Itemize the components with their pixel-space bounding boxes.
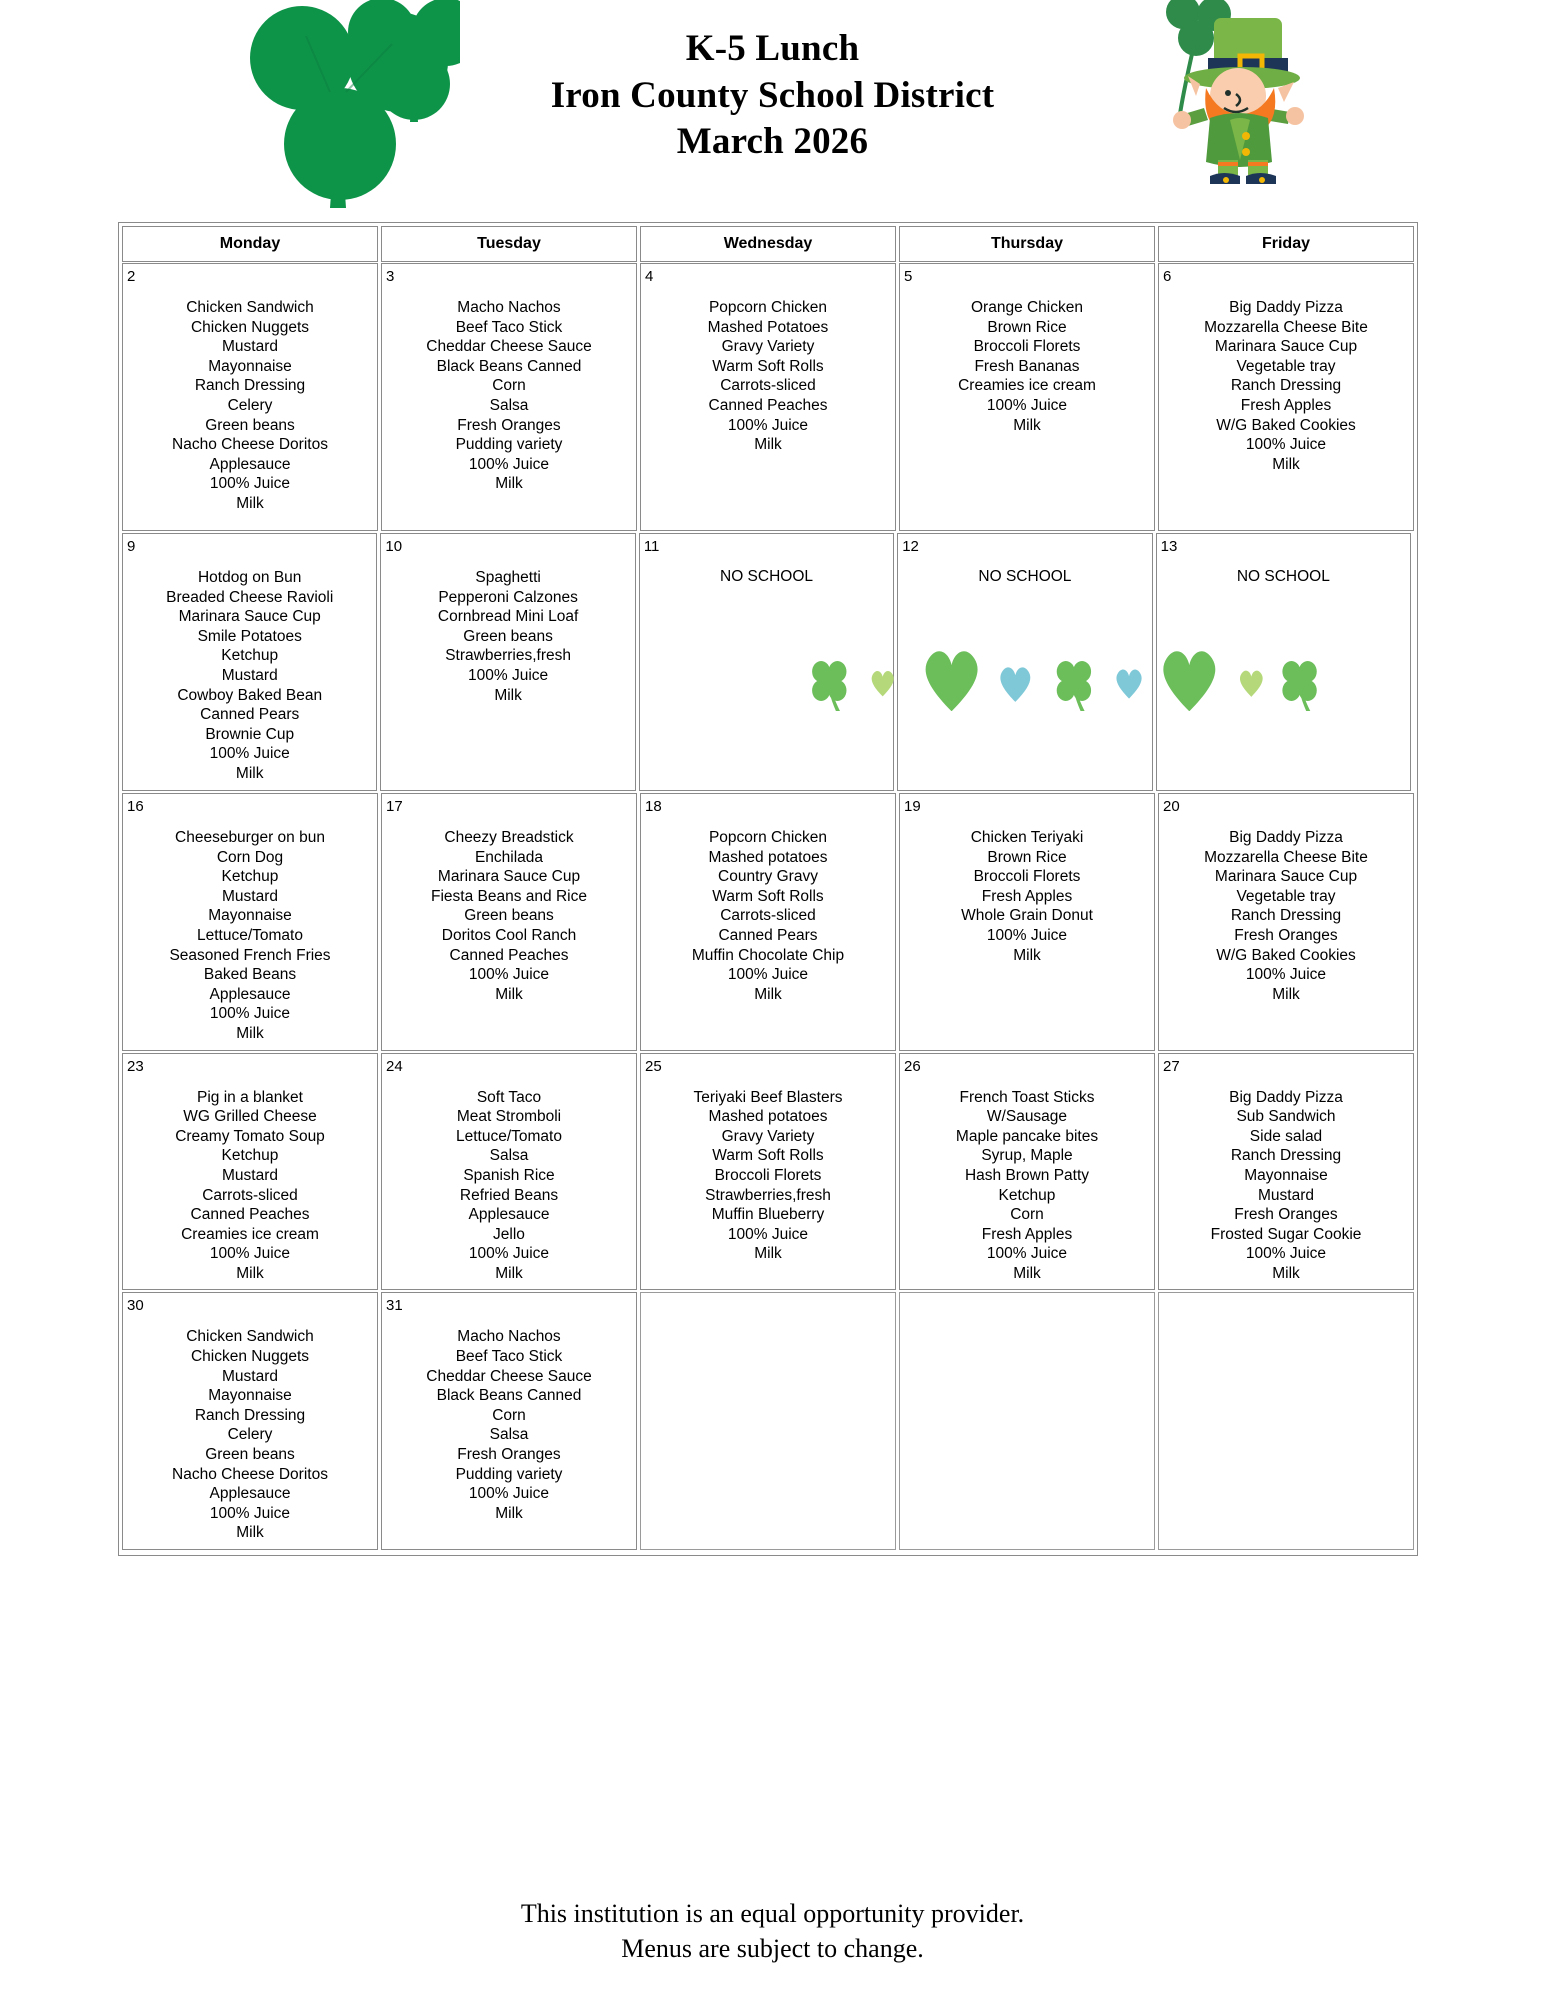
equal-opportunity-notice xyxy=(413,1897,1133,1966)
menu-item: Milk xyxy=(754,436,782,454)
calendar-day-cell[interactable] xyxy=(899,793,1155,1051)
menu-item-list xyxy=(386,819,632,1004)
menu-item: Cheddar Cheese Sauce xyxy=(426,1367,592,1385)
menu-item: 100% Juice xyxy=(468,1485,550,1503)
menu-item: Spanish Rice xyxy=(463,1166,555,1184)
menu-item: Mustard xyxy=(221,666,278,684)
day-number xyxy=(645,1298,891,1318)
title-line-3: March 2026 xyxy=(676,121,869,163)
menu-item: Corn xyxy=(492,1406,526,1424)
menu-item: Chicken Sandwich xyxy=(186,299,314,316)
menu-item: 100% Juice xyxy=(209,1005,291,1023)
day-of-week-header-row xyxy=(122,226,1414,262)
menu-item: Warm Soft Rolls xyxy=(712,887,824,905)
menu-item: Big Daddy Pizza xyxy=(1229,1088,1343,1106)
menu-item: 100% Juice xyxy=(1245,436,1327,454)
menu-item: 100% Juice xyxy=(727,966,809,984)
calendar-week-row xyxy=(122,793,1414,1051)
calendar-day-cell[interactable] xyxy=(1158,793,1414,1051)
menu-item-list xyxy=(127,559,372,784)
notice-line-1: This institution is an equal opportunity provider. xyxy=(520,1899,1025,1929)
no-school-label: NO SCHOOL xyxy=(978,568,1072,585)
day-number: 13 xyxy=(1160,538,1178,555)
menu-item: Big Daddy Pizza xyxy=(1229,829,1343,846)
menu-item: Lettuce/Tomato xyxy=(456,1127,562,1145)
day-header-thursday: Thursday xyxy=(899,226,1155,262)
menu-item: Marinara Sauce Cup xyxy=(1214,338,1358,356)
calendar-day-cell[interactable] xyxy=(639,533,894,791)
menu-item: French Toast Sticks xyxy=(959,1088,1095,1106)
menu-item: Creamies ice cream xyxy=(181,1225,319,1243)
menu-item: 100% Juice xyxy=(468,455,550,473)
menu-item: Nacho Cheese Doritos xyxy=(172,436,328,454)
menu-item: Milk xyxy=(495,1504,523,1522)
menu-item: Fresh Oranges xyxy=(457,1446,561,1464)
menu-item: Gravy Variety xyxy=(721,1127,815,1145)
menu-item: Ranch Dressing xyxy=(194,1406,306,1424)
menu-item: Milk xyxy=(754,1245,782,1263)
menu-item: Corn xyxy=(492,377,526,395)
menu-item: Mayonnaise xyxy=(208,907,292,925)
menu-item-list xyxy=(904,1079,1150,1284)
menu-item-list xyxy=(386,289,632,494)
menu-item: Canned Pears xyxy=(718,926,818,944)
menu-item: Mashed potatoes xyxy=(708,1108,828,1126)
menu-item: W/Sausage xyxy=(986,1108,1068,1126)
menu-item: Meat Stromboli xyxy=(456,1108,562,1126)
menu-item: Pepperoni Calzones xyxy=(438,588,578,606)
menu-item: Beef Taco Stick xyxy=(455,318,563,336)
menu-item: Fresh Apples xyxy=(981,1225,1073,1243)
day-number: 30 xyxy=(127,1297,144,1315)
menu-item: 100% Juice xyxy=(727,1225,809,1243)
menu-item: Pudding variety xyxy=(455,436,563,454)
menu-item: Lettuce/Tomato xyxy=(197,926,303,944)
menu-item: Ranch Dressing xyxy=(194,377,306,395)
menu-item-list xyxy=(904,819,1150,965)
menu-item: WG Grilled Cheese xyxy=(183,1108,317,1126)
menu-item: Marinara Sauce Cup xyxy=(437,868,581,886)
menu-item-list xyxy=(127,1079,373,1284)
menu-item-list xyxy=(386,1318,632,1523)
menu-item: W/G Baked Cookies xyxy=(1216,946,1356,964)
menu-item: Applesauce xyxy=(209,985,291,1003)
calendar-day-cell[interactable] xyxy=(1156,533,1411,791)
menu-item: 100% Juice xyxy=(209,475,291,493)
menu-item: Vegetable tray xyxy=(1236,357,1336,375)
menu-item: Milk xyxy=(494,686,522,704)
day-number: 16 xyxy=(127,798,144,815)
calendar-day-cell[interactable] xyxy=(122,1292,378,1550)
menu-item: Orange Chicken xyxy=(970,299,1083,316)
menu-item: Milk xyxy=(495,1264,523,1282)
menu-item: Mozzarella Cheese Bite xyxy=(1204,848,1368,866)
menu-item-list xyxy=(904,289,1150,435)
menu-item: Enchilada xyxy=(474,848,544,866)
menu-item: Frosted Sugar Cookie xyxy=(1210,1225,1362,1243)
calendar-day-cell[interactable] xyxy=(122,793,378,1051)
day-number: 27 xyxy=(1163,1057,1180,1075)
notice-line-2: Menus are subject to change. xyxy=(621,1933,924,1963)
menu-item: Mashed potatoes xyxy=(708,848,828,866)
page-header xyxy=(0,0,1545,215)
menu-item: Cheeseburger on bun xyxy=(175,829,325,846)
calendar-day-cell[interactable] xyxy=(122,1053,378,1291)
menu-item-list xyxy=(1163,819,1409,1004)
menu-item: Milk xyxy=(235,764,264,782)
menu-item: Milk xyxy=(236,494,264,512)
menu-item: Breaded Cheese Ravioli xyxy=(166,588,334,606)
menu-item: Black Beans Canned xyxy=(436,1387,582,1405)
calendar-day-cell-empty xyxy=(899,1292,1155,1550)
menu-item: Mayonnaise xyxy=(208,357,292,375)
menu-item: Ranch Dressing xyxy=(1230,377,1342,395)
menu-item: Celery xyxy=(227,1426,273,1444)
menu-item: Milk xyxy=(1013,946,1041,964)
calendar-week-row xyxy=(122,1292,1414,1550)
menu-item: Milk xyxy=(495,475,523,493)
menu-item: Soft Taco xyxy=(476,1088,542,1106)
menu-item: 100% Juice xyxy=(986,926,1068,944)
menu-item: Strawberries,fresh xyxy=(445,647,571,665)
menu-item: Fresh Apples xyxy=(1240,396,1332,414)
leprechaun-icon xyxy=(1138,0,1323,186)
menu-item: Salsa xyxy=(489,1426,529,1444)
menu-item: Beef Taco Stick xyxy=(455,1348,563,1366)
menu-item: Salsa xyxy=(489,1147,529,1165)
menu-item-list xyxy=(385,559,630,705)
menu-item: Baked Beans xyxy=(203,966,297,984)
menu-item: Broccoli Florets xyxy=(714,1166,822,1184)
menu-item: Gravy Variety xyxy=(721,338,815,356)
menu-item: Warm Soft Rolls xyxy=(712,1147,824,1165)
menu-item: Milk xyxy=(1013,416,1041,434)
menu-item: Refried Beans xyxy=(459,1186,559,1204)
menu-item: 100% Juice xyxy=(468,966,550,984)
menu-item: Fresh Apples xyxy=(981,887,1073,905)
day-number: 5 xyxy=(904,268,913,285)
menu-item: Ketchup xyxy=(221,868,279,886)
day-number: 12 xyxy=(902,538,919,555)
menu-item: Fresh Oranges xyxy=(1234,1206,1338,1224)
menu-item: Broccoli Florets xyxy=(973,868,1081,886)
day-number xyxy=(1163,1298,1409,1318)
menu-item: Mashed Potatoes xyxy=(707,318,829,336)
calendar-day-cell[interactable] xyxy=(381,1292,637,1550)
day-number: 26 xyxy=(904,1057,921,1075)
title-line-1: K-5 Lunch xyxy=(685,28,860,69)
lunch-calendar xyxy=(118,222,1418,1556)
menu-item: Applesauce xyxy=(209,455,291,473)
calendar-day-cell[interactable] xyxy=(897,533,1152,791)
day-number xyxy=(904,1298,1150,1318)
menu-item: Corn xyxy=(1010,1206,1044,1224)
menu-item: Mustard xyxy=(222,887,278,905)
menu-item: Seasoned French Fries xyxy=(169,946,331,964)
menu-item: Ketchup xyxy=(221,1147,279,1165)
menu-item: Sub Sandwich xyxy=(1236,1108,1336,1126)
menu-item: Mustard xyxy=(222,1367,278,1385)
menu-item: Mayonnaise xyxy=(1244,1166,1328,1184)
menu-item: Milk xyxy=(495,985,523,1003)
day-number: 2 xyxy=(127,268,136,285)
calendar-day-cell[interactable] xyxy=(640,793,896,1051)
menu-item: Popcorn Chicken xyxy=(708,299,828,316)
calendar-day-cell[interactable] xyxy=(1158,1053,1414,1291)
menu-item: Cheezy Breadstick xyxy=(444,829,574,846)
menu-item: Milk xyxy=(1272,1264,1300,1282)
menu-item: Hash Brown Patty xyxy=(964,1166,1090,1184)
menu-item: Applesauce xyxy=(468,1206,550,1224)
calendar-weeks xyxy=(122,263,1414,1550)
calendar-day-cell[interactable] xyxy=(640,263,896,531)
menu-item: Maple pancake bites xyxy=(955,1127,1099,1145)
menu-item-list xyxy=(1163,289,1409,474)
calendar-day-cell-empty xyxy=(1158,1292,1414,1550)
menu-item: Vegetable tray xyxy=(1236,887,1336,905)
menu-item: 100% Juice xyxy=(727,416,809,434)
menu-item: Chicken Sandwich xyxy=(186,1328,314,1346)
menu-item: Nacho Cheese Doritos xyxy=(172,1465,328,1483)
menu-item: Salsa xyxy=(489,396,529,414)
calendar-day-cell[interactable] xyxy=(122,533,377,791)
day-number: 31 xyxy=(386,1297,403,1315)
menu-item: Canned Peaches xyxy=(449,946,569,964)
calendar-day-cell[interactable] xyxy=(381,1053,637,1291)
menu-item: Marinara Sauce Cup xyxy=(1214,868,1358,886)
no-school-label: NO SCHOOL xyxy=(720,568,814,585)
menu-item: Applesauce xyxy=(209,1485,291,1503)
menu-item: Pig in a blanket xyxy=(197,1088,303,1106)
calendar-day-cell-empty xyxy=(640,1292,896,1550)
day-number: 20 xyxy=(1163,798,1180,815)
menu-item: 100% Juice xyxy=(209,745,290,763)
menu-item-list xyxy=(386,1079,632,1284)
menu-item: Whole Grain Donut xyxy=(961,907,1093,925)
menu-item: Muffin Chocolate Chip xyxy=(691,946,845,964)
menu-item: Mustard xyxy=(1258,1186,1314,1204)
calendar-day-cell[interactable] xyxy=(122,263,378,531)
menu-item-list xyxy=(127,819,373,1044)
menu-item: Green beans xyxy=(464,907,554,925)
day-number: 6 xyxy=(1163,268,1172,285)
day-number: 4 xyxy=(645,268,654,285)
menu-item: Fresh Bananas xyxy=(974,357,1080,375)
calendar-day-cell[interactable] xyxy=(899,263,1155,531)
menu-item: Ranch Dressing xyxy=(1230,1147,1342,1165)
menu-item: 100% Juice xyxy=(986,396,1068,414)
menu-item: Mayonnaise xyxy=(208,1387,292,1405)
day-number: 24 xyxy=(386,1057,403,1075)
menu-item: Syrup, Maple xyxy=(981,1147,1073,1165)
calendar-week-row xyxy=(122,263,1414,531)
menu-item-list xyxy=(1163,1079,1409,1284)
menu-item: Green beans xyxy=(463,627,553,645)
day-header-monday: Monday xyxy=(122,226,378,262)
menu-item: Cowboy Baked Bean xyxy=(177,686,323,704)
menu-item: Cornbread Mini Loaf xyxy=(437,608,579,626)
menu-item: 100% Juice xyxy=(1245,966,1327,984)
calendar-week-row xyxy=(122,533,1414,791)
calendar-week-row xyxy=(122,1053,1414,1291)
menu-item: Ketchup xyxy=(221,647,279,665)
day-number: 3 xyxy=(386,268,395,285)
menu-item: Creamy Tomato Soup xyxy=(175,1127,325,1145)
menu-item: 100% Juice xyxy=(468,666,549,684)
menu-item: 100% Juice xyxy=(209,1504,291,1522)
menu-item: Country Gravy xyxy=(718,868,818,886)
menu-item: Carrots-sliced xyxy=(720,377,816,395)
menu-item: 100% Juice xyxy=(468,1245,550,1263)
menu-item: Broccoli Florets xyxy=(973,338,1081,356)
menu-item: 100% Juice xyxy=(986,1245,1068,1263)
menu-item: W/G Baked Cookies xyxy=(1216,416,1356,434)
day-header-tuesday: Tuesday xyxy=(381,226,637,262)
day-number: 9 xyxy=(127,538,136,555)
day-number: 25 xyxy=(645,1057,662,1075)
calendar-day-cell[interactable] xyxy=(381,793,637,1051)
day-number: 19 xyxy=(904,798,921,815)
no-school-label: NO SCHOOL xyxy=(1236,568,1330,585)
menu-item: Side salad xyxy=(1249,1127,1323,1145)
menu-item: Chicken Nuggets xyxy=(190,318,310,336)
menu-item: Hotdog on Bun xyxy=(197,569,302,586)
menu-item: Pudding variety xyxy=(455,1465,563,1483)
menu-item: Ketchup xyxy=(998,1186,1056,1204)
menu-item: Black Beans Canned xyxy=(436,357,582,375)
menu-item: Canned Pears xyxy=(200,706,300,724)
calendar-day-cell[interactable] xyxy=(640,1053,896,1291)
menu-item-list xyxy=(127,1318,373,1543)
day-number: 11 xyxy=(643,538,660,555)
menu-item: Chicken Nuggets xyxy=(190,1348,310,1366)
menu-item: Jello xyxy=(493,1225,525,1243)
menu-item: Mustard xyxy=(222,1166,278,1184)
menu-item: 100% Juice xyxy=(209,1245,291,1263)
day-header-wednesday: Wednesday xyxy=(640,226,896,262)
menu-item: Milk xyxy=(1272,455,1300,473)
calendar-day-cell[interactable] xyxy=(381,263,637,531)
menu-item: Milk xyxy=(236,1024,264,1042)
menu-item-list xyxy=(645,1079,891,1264)
calendar-day-cell[interactable] xyxy=(380,533,635,791)
menu-item: Doritos Cool Ranch xyxy=(441,926,577,944)
menu-item: Green beans xyxy=(205,416,295,434)
menu-item: Celery xyxy=(227,396,273,414)
day-number: 18 xyxy=(645,798,662,815)
day-number: 10 xyxy=(385,538,403,555)
menu-item: Smile Potatoes xyxy=(197,627,302,645)
menu-item-list xyxy=(127,289,373,514)
day-number: 23 xyxy=(127,1057,144,1075)
calendar-day-cell[interactable] xyxy=(1158,263,1414,531)
day-number: 17 xyxy=(386,798,403,815)
menu-item: Corn Dog xyxy=(216,848,284,866)
menu-item: Brownie Cup xyxy=(205,725,295,743)
calendar-day-cell[interactable] xyxy=(899,1053,1155,1291)
menu-item: Marinara Sauce Cup xyxy=(178,608,321,626)
menu-item: Macho Nachos xyxy=(457,299,561,316)
menu-item: Carrots-sliced xyxy=(202,1186,298,1204)
menu-item: Chicken Teriyaki xyxy=(970,829,1084,846)
menu-item: Cheddar Cheese Sauce xyxy=(426,338,592,356)
menu-item: Milk xyxy=(236,1524,264,1542)
menu-item: Green beans xyxy=(205,1446,295,1464)
title-line-2: Iron County School District xyxy=(550,74,995,116)
menu-item: Mozzarella Cheese Bite xyxy=(1204,318,1368,336)
menu-item: Milk xyxy=(1272,985,1300,1003)
menu-item: Muffin Blueberry xyxy=(711,1206,825,1224)
menu-item: Creamies ice cream xyxy=(958,377,1096,395)
menu-item: Teriyaki Beef Blasters xyxy=(693,1088,843,1106)
menu-item: Popcorn Chicken xyxy=(708,829,828,846)
menu-item: 100% Juice xyxy=(1245,1245,1327,1263)
menu-item-list xyxy=(645,819,891,1004)
menu-item: Canned Peaches xyxy=(708,396,828,414)
menu-item: Brown Rice xyxy=(987,318,1067,336)
menu-item-list xyxy=(645,289,891,455)
menu-item: Strawberries,fresh xyxy=(705,1186,831,1204)
menu-item: Canned Peaches xyxy=(190,1206,310,1224)
menu-item: Big Daddy Pizza xyxy=(1229,299,1343,316)
day-header-friday: Friday xyxy=(1158,226,1414,262)
menu-item: Carrots-sliced xyxy=(720,907,816,925)
menu-item: Brown Rice xyxy=(987,848,1067,866)
menu-item: Milk xyxy=(754,985,782,1003)
menu-item: Warm Soft Rolls xyxy=(712,357,824,375)
menu-item: Ranch Dressing xyxy=(1230,907,1342,925)
menu-item: Fresh Oranges xyxy=(1234,926,1338,944)
menu-item: Mustard xyxy=(222,338,278,356)
menu-item: Macho Nachos xyxy=(457,1328,561,1346)
menu-item: Fresh Oranges xyxy=(457,416,561,434)
menu-item: Milk xyxy=(236,1264,264,1282)
menu-item: Spaghetti xyxy=(475,569,541,586)
menu-item: Fiesta Beans and Rice xyxy=(431,887,587,905)
menu-item: Milk xyxy=(1013,1264,1041,1282)
